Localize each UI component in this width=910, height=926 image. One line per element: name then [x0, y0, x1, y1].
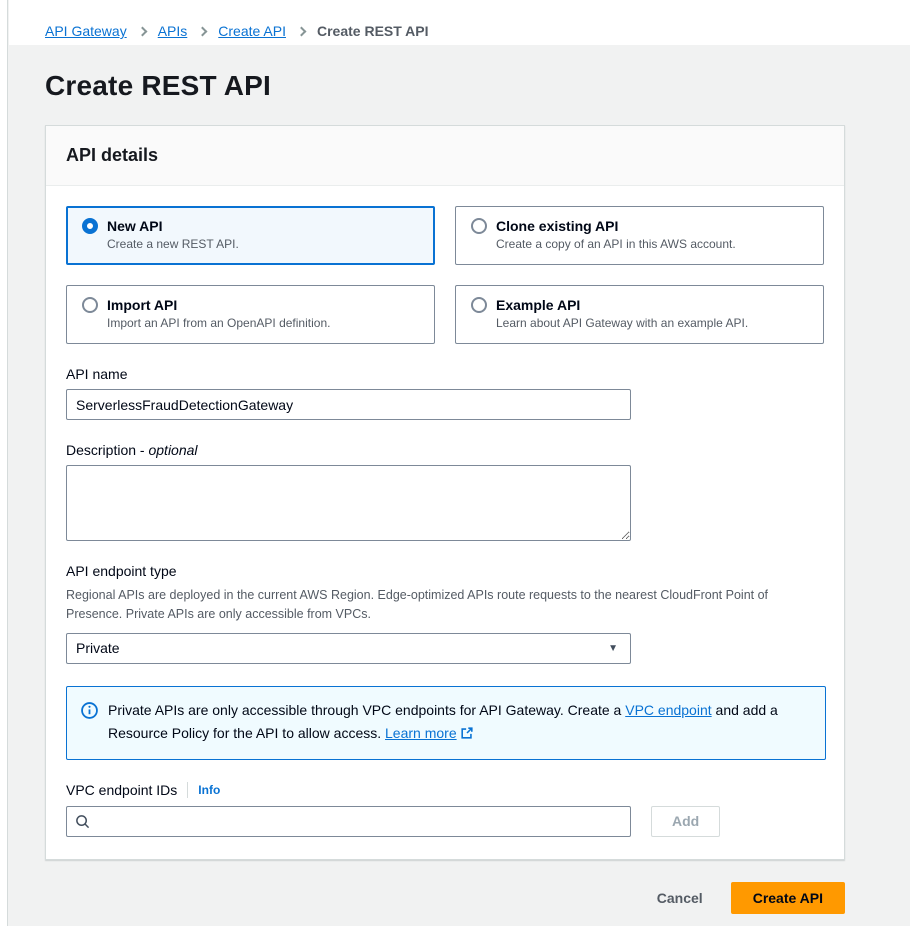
caret-down-icon: ▼ — [608, 642, 618, 654]
tile-label: New API — [107, 218, 163, 234]
breadcrumb — [0, 0, 910, 39]
left-panel-divider — [0, 0, 8, 926]
info-link[interactable]: Info — [198, 782, 221, 797]
tile-new-api[interactable] — [66, 206, 435, 265]
description-label-text: Description — [66, 442, 137, 458]
breadcrumb-create-api[interactable]: Create API — [218, 23, 286, 39]
api-details-card — [45, 125, 845, 860]
breadcrumb-current: Create REST API — [316, 23, 429, 39]
api-name-label: API name — [66, 366, 128, 382]
tile-label: Clone existing API — [496, 218, 619, 234]
api-name-input[interactable] — [66, 389, 631, 420]
cancel-button[interactable]: Cancel — [656, 889, 703, 906]
vpc-endpoint-search-box[interactable] — [66, 806, 631, 837]
label-divider — [187, 782, 188, 798]
endpoint-type-label: API endpoint type — [66, 563, 177, 579]
card-body — [46, 186, 844, 859]
radio-unselected-icon[interactable] — [471, 297, 487, 313]
api-type-tiles — [66, 206, 824, 344]
page-title: Create REST API — [45, 70, 272, 101]
breadcrumb-api-gateway[interactable]: API Gateway — [45, 23, 127, 39]
external-link-icon — [460, 726, 474, 740]
chevron-right-icon — [137, 26, 147, 36]
endpoint-type-description: Regional APIs are deployed in the current AWS Region. Edge-optimized APIs route requests to the nearest CloudFront Point of Presence. Private APIs are only accessible from VPCs. — [66, 588, 769, 622]
create-api-button[interactable]: Create API — [731, 882, 845, 914]
endpoint-type-field — [66, 563, 824, 664]
tile-clone-existing-api[interactable] — [455, 206, 824, 265]
tile-label: Import API — [107, 297, 178, 313]
chevron-right-icon — [198, 26, 208, 36]
radio-unselected-icon[interactable] — [82, 297, 98, 313]
tile-description: Create a new REST API. — [107, 237, 239, 251]
search-icon — [75, 814, 90, 829]
breadcrumb-apis[interactable]: APIs — [157, 23, 188, 39]
vpc-endpoint-ids-label: VPC endpoint IDs — [66, 781, 178, 798]
alert-text-before: Private APIs are only accessible through VPC endpoints for API Gateway. Create a — [108, 701, 626, 718]
card-header — [46, 126, 844, 186]
vpc-endpoint-ids-field — [66, 782, 824, 837]
tile-label: Example API — [496, 297, 581, 313]
alert-text-middle: and add a Resource Policy for the API to allow access. — [108, 701, 778, 741]
private-api-info-alert — [66, 686, 826, 760]
alert-text — [108, 699, 809, 745]
description-optional-text: optional — [148, 442, 198, 458]
description-textarea[interactable] — [66, 465, 631, 541]
form-actions — [45, 882, 845, 914]
api-name-field — [66, 366, 824, 420]
radio-unselected-icon[interactable] — [471, 218, 487, 234]
vpc-endpoint-link[interactable]: VPC endpoint — [625, 701, 712, 718]
learn-more-link[interactable]: Learn more — [385, 724, 457, 741]
chevron-right-icon — [297, 26, 307, 36]
tile-example-api[interactable] — [455, 285, 824, 344]
tile-description: Import an API from an OpenAPI definition. — [107, 316, 331, 330]
info-circle-icon — [81, 699, 98, 745]
tile-description: Learn about API Gateway with an example API. — [496, 316, 749, 330]
description-label-separator: - — [136, 442, 149, 458]
radio-selected-icon[interactable] — [82, 218, 98, 234]
tile-import-api[interactable] — [66, 285, 435, 344]
endpoint-type-selected-value: Private — [76, 640, 120, 657]
vpc-endpoint-search-input[interactable] — [96, 813, 622, 829]
card-title: API details — [66, 145, 159, 165]
endpoint-type-select[interactable] — [66, 633, 631, 664]
description-field — [66, 442, 824, 541]
description-label — [66, 442, 824, 458]
add-button[interactable]: Add — [651, 806, 720, 837]
tile-description: Create a copy of an API in this AWS account. — [496, 237, 736, 251]
